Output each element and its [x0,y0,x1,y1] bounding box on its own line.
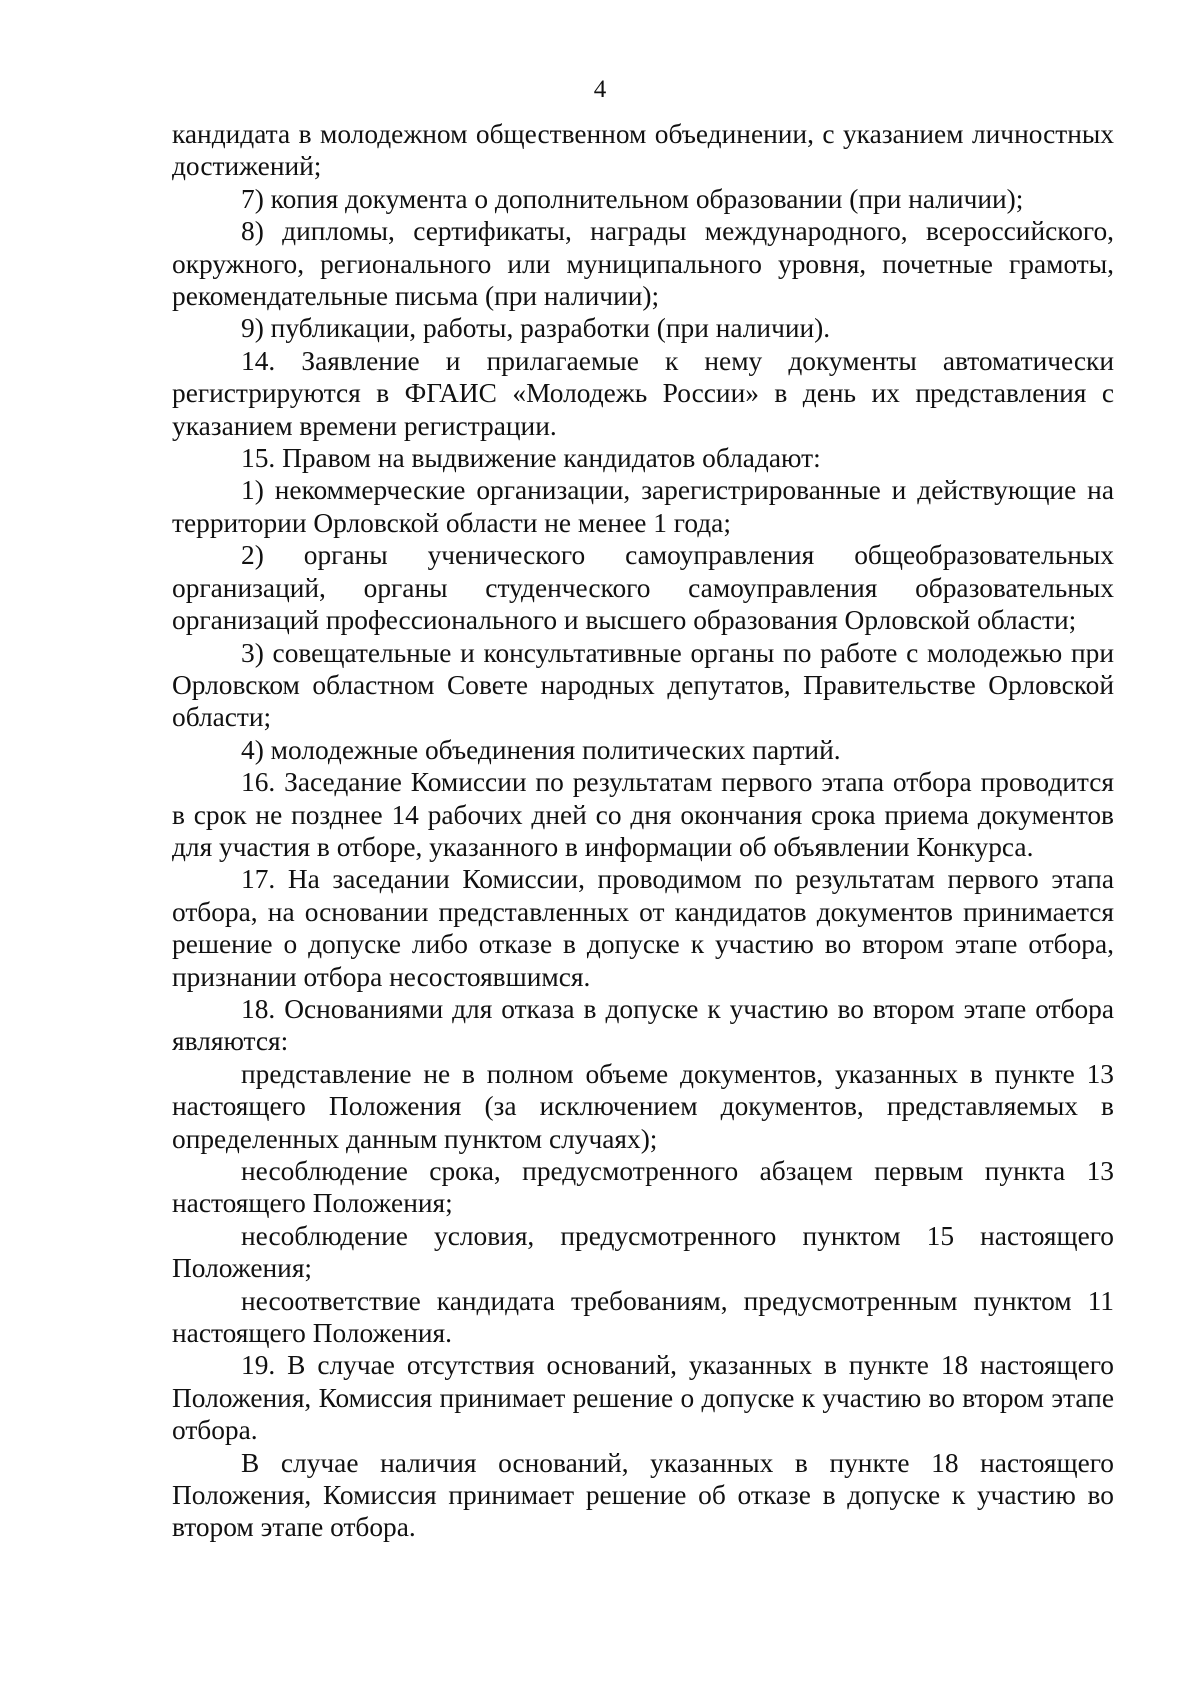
paragraph: несоответствие кандидата требованиям, предусмотренным пунктом 11 настоящего Положения. [172,1285,1114,1349]
paragraph: кандидата в молодежном общественном объединении, с указанием личностных достижений; [172,119,1114,182]
paragraph: представление не в полном объеме документов, указанных в пункте 13 настоящего Положения (за исключением документов, представляемых в определенных данным пунктом случаях); [172,1058,1114,1154]
paragraph: 9) публикации, работы, разработки (при наличии). [241,313,831,344]
paragraph: 1) некоммерческие организации, зарегистрированные и действующие на территории Орловской области не менее 1 года; [172,475,1114,538]
paragraph: 3) совещательные и консультативные органы по работе с молодежью при Орловском областном Совете народных депутатов, Правительстве Орловской области; [172,637,1114,733]
paragraph: 16. Заседание Комиссии по результатам первого этапа отбора проводится в срок не позднее 14 рабочих дней со дня окончания срока приема документов для участия в отборе, указанного в информации об объявлении Конкурса. [172,767,1114,862]
paragraph: 8) дипломы, сертификаты, награды международного, всероссийского, окружного, регионального или муниципального уровня, почетные грамоты, рекомендательные письма (при наличии); [172,216,1114,312]
paragraph: 4) молодежные объединения политических партий. [241,734,841,765]
paragraph: 7) копия документа о дополнительном образовании (при наличии); [241,183,1024,214]
paragraph: несоблюдение условия, предусмотренного пунктом 15 настоящего Положения; [172,1220,1114,1284]
page-number: 4 [593,76,607,103]
paragraph: 18. Основаниями для отказа в допуске к участию во втором этапе отбора являются: [172,993,1114,1057]
paragraph: несоблюдение срока, предусмотренного абзацем первым пункта 13 настоящего Положения; [172,1156,1114,1219]
paragraph: 19. В случае отсутствия оснований, указанных в пункте 18 настоящего Положения, Комиссия принимает решение о допуске к участию во втором этапе отбора. [172,1350,1114,1446]
document-body [172,118,1114,1544]
paragraph: В случае наличия оснований, указанных в пункте 18 настоящего Положения, Комиссия принимает решение об отказе в допуске к участию во втором этапе отбора. [172,1447,1114,1543]
paragraph: 2) органы ученического самоуправления общеобразовательных организаций, органы студенческого самоуправления образовательных организаций профессионального и высшего образования Орловской области; [172,540,1114,636]
paragraph: 17. На заседании Комиссии, проводимом по результатам первого этапа отбора, на основании представленных от кандидатов документов принимается решение о допуске либо отказе в допуске к участию во втором этапе отбора, признании отбора несостоявшимся. [172,864,1114,992]
paragraph: 15. Правом на выдвижение кандидатов обладают: [241,443,821,474]
paragraph: 14. Заявление и прилагаемые к нему документы автоматически регистрируются в ФГАИС «Молодежь России» в день их представления с указанием времени регистрации. [172,345,1114,441]
